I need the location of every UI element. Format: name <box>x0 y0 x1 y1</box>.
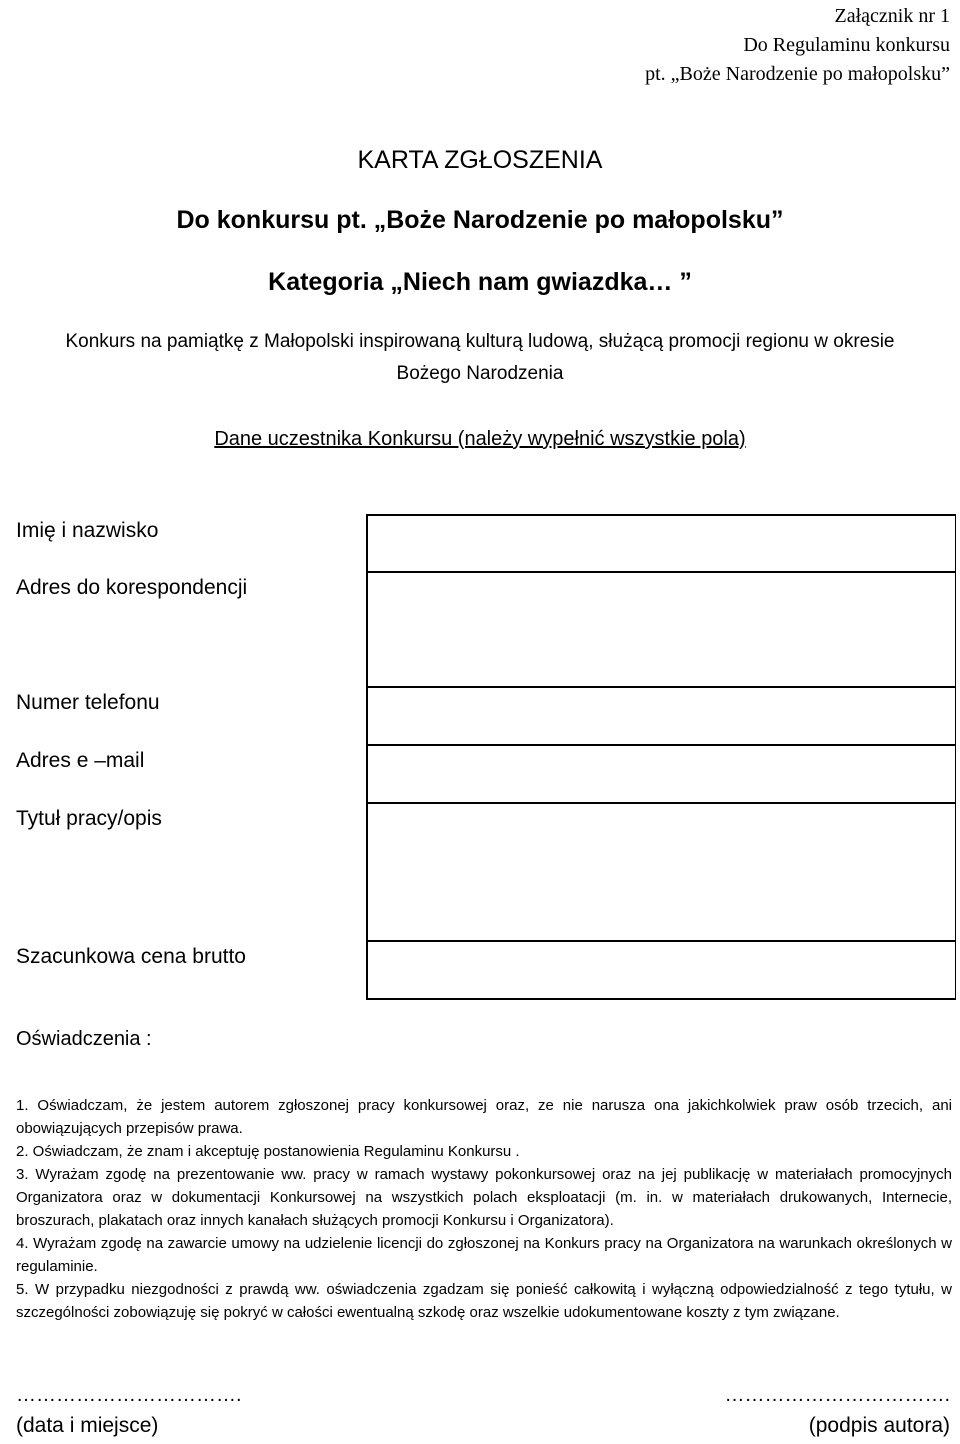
contest-title: Do konkursu pt. „Boże Narodzenie po małopolsku” <box>176 206 784 234</box>
form-row-price <box>0 941 956 999</box>
field-email[interactable] <box>367 745 956 803</box>
form-row-title <box>0 803 956 941</box>
declaration-item: 4. Wyrażam zgodę na zawarcie umowy na udzielenie licencji do zgłoszonej na Konkurs pracy na Organizatora na warunkach określonych w regulaminie. <box>16 1235 952 1275</box>
signature-line: ……………………………. <box>724 1384 950 1406</box>
declaration-item: 3. Wyrażam zgodę na prezentowanie ww. pracy w ramach wystawy pokonkursowej oraz na jej publikację w materiałach promocyjnych Organizatora oraz w dokumentacji Konkursowej na wszystkich polach eksploatacji (m. in. w materiałach drukowanych, Internecie, broszurach, plakatach oraz innych kanałach służących promocji Konkursu i Organizatora). <box>16 1166 952 1229</box>
annex-header <box>645 2 950 89</box>
form-row-address <box>0 572 956 687</box>
label-price: Szacunkowa cena brutto <box>16 945 246 968</box>
field-phone[interactable] <box>367 687 956 745</box>
label-address: Adres do korespondencji <box>16 576 248 599</box>
field-address[interactable] <box>367 572 956 687</box>
declarations-list <box>16 1094 952 1324</box>
signature-label: (podpis autora) <box>808 1414 950 1437</box>
field-price[interactable] <box>367 941 956 999</box>
label-phone: Numer telefonu <box>16 691 160 714</box>
field-title[interactable] <box>367 803 956 941</box>
contest-description-line2: Bożego Narodzenia <box>396 363 564 384</box>
date-place-line: ……………………………. <box>16 1384 242 1406</box>
form-row-phone <box>0 687 956 745</box>
label-title: Tytuł pracy/opis <box>16 807 162 830</box>
category-title: Kategoria „Niech nam gwiazdka… ” <box>268 268 692 296</box>
participant-form-table <box>0 514 956 1000</box>
label-name: Imię i nazwisko <box>16 519 159 542</box>
contest-description-line1: Konkurs na pamiątkę z Małopolski inspirowaną kulturą ludową, służącą promocji regionu w okresie <box>65 331 895 352</box>
form-title: KARTA ZGŁOSZENIA <box>357 146 603 174</box>
annex-contest-name: pt. „Boże Narodzenie po małopolsku” <box>645 63 950 85</box>
participant-section-title: Dane uczestnika Konkursu (należy wypełnić wszystkie pola) <box>214 428 746 450</box>
contest-description <box>0 326 960 390</box>
form-row-name <box>0 515 956 572</box>
declarations-heading: Oświadczenia : <box>16 1028 152 1050</box>
label-email: Adres e –mail <box>16 749 145 772</box>
annex-number: Załącznik nr 1 <box>834 5 950 27</box>
declaration-item: 2. Oświadczam, że znam i akceptuję postanowienia Regulaminu Konkursu . <box>16 1143 520 1160</box>
annex-regulation: Do Regulaminu konkursu <box>743 34 950 56</box>
field-name[interactable] <box>367 515 956 572</box>
form-row-email <box>0 745 956 803</box>
date-place-label: (data i miejsce) <box>16 1414 159 1437</box>
declaration-item: 1. Oświadczam, że jestem autorem zgłoszonej pracy konkursowej oraz, ze nie narusza ona jakichkolwiek praw osób trzecich, ani obowiązujących przepisów prawa. <box>16 1097 952 1137</box>
declaration-item: 5. W przypadku niezgodności z prawdą ww. oświadczenia zgadzam się ponieść całkowitą i wyłączną odpowiedzialność z tego tytułu, w szczególności zobowiązuję się pokryć w całości ewentualną szkodę oraz wszelkie udokumentowane koszty z tym związane. <box>16 1281 952 1321</box>
